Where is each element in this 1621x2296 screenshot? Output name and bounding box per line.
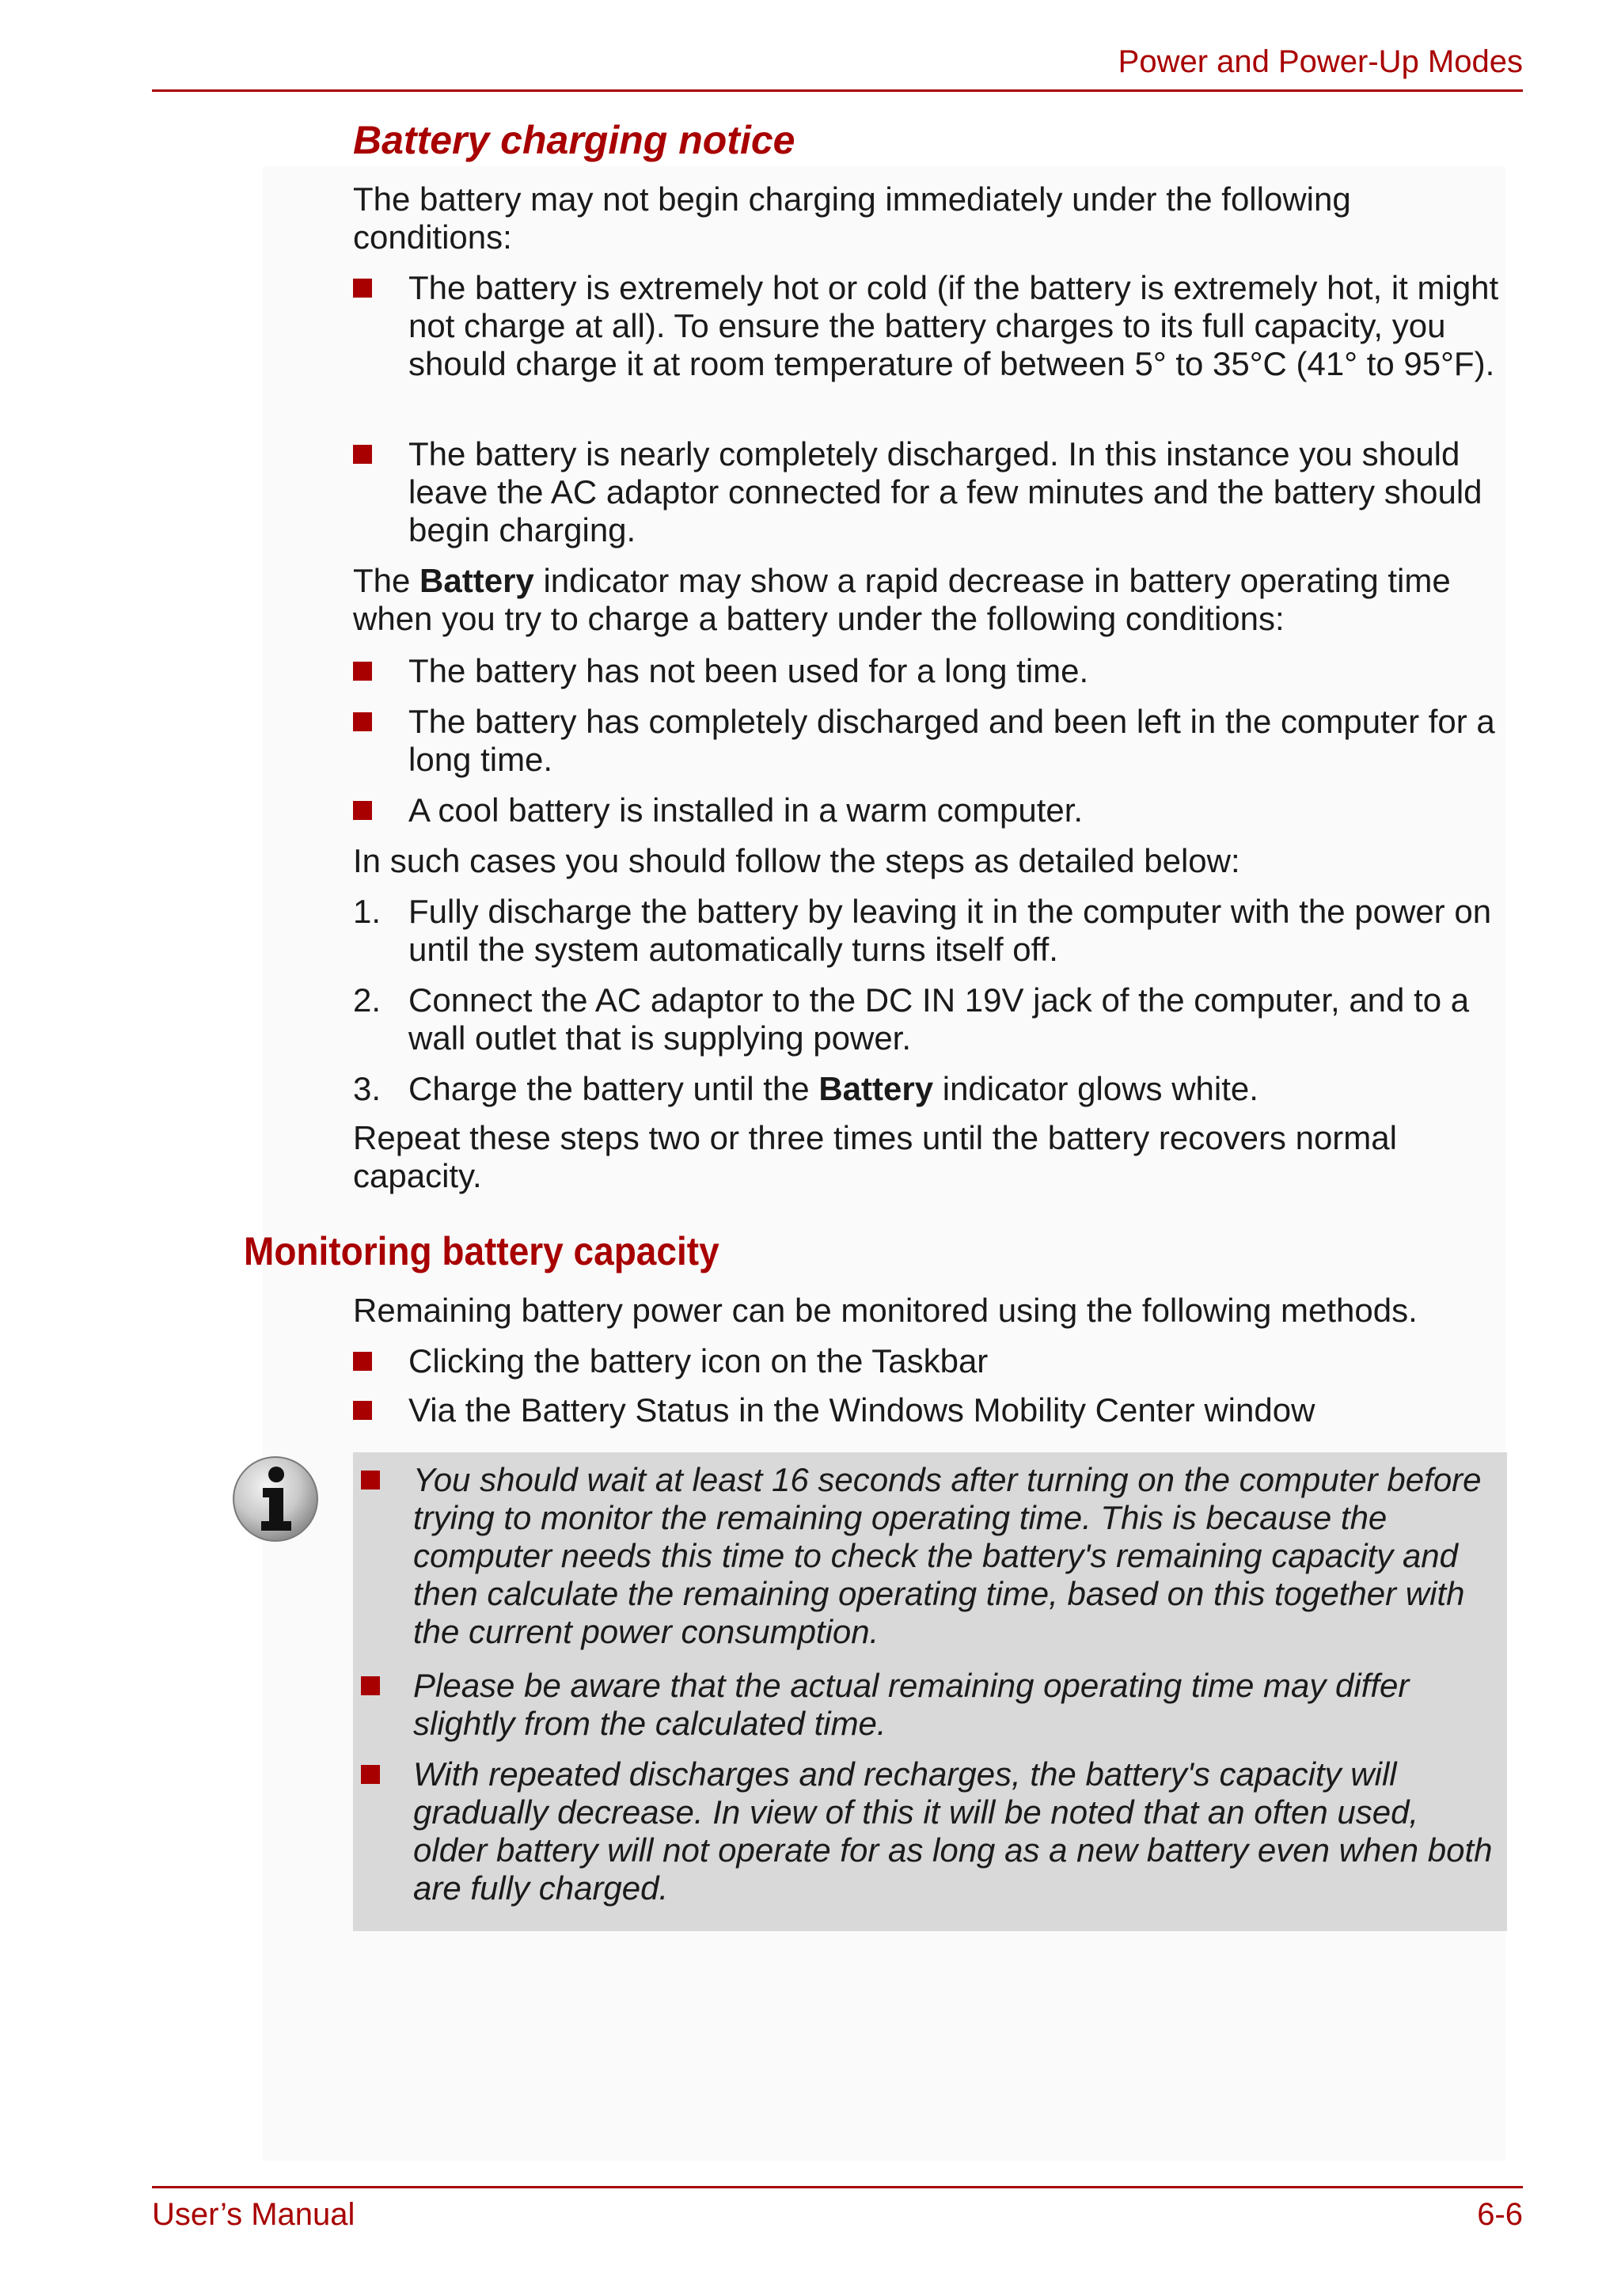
info-icon <box>231 1455 320 1543</box>
bullet-square-icon <box>353 801 372 820</box>
list-item <box>353 791 1509 829</box>
list-item <box>353 269 1509 383</box>
list-item-text: The battery has not been used for a long time. <box>408 652 1089 689</box>
list-item <box>353 435 1509 549</box>
battery-indicator-paragraph <box>353 562 1509 638</box>
note-item <box>361 1755 1501 1907</box>
repeat-paragraph: Repeat these steps two or three times until the battery recovers normal capacity. <box>353 1119 1397 1194</box>
note-text: With repeated discharges and recharges, the battery's capacity will gradually decrease. In view of this it will be noted that an often used, older battery will not operate for as long as a new battery even when both are fully charged. <box>413 1755 1493 1907</box>
step-text-part: Charge the battery until the <box>408 1070 819 1107</box>
step-text-part: indicator glows white. <box>933 1070 1258 1107</box>
list-item <box>353 1391 1509 1429</box>
list-item <box>353 703 1509 779</box>
bullet-square-icon <box>353 1401 372 1420</box>
list-item-text: The battery is nearly completely discharged. In this instance you should leave the AC adaptor connected for a few minutes and the battery should begin charging. <box>408 435 1482 548</box>
subsection-heading-charging-notice: Battery charging notice <box>353 118 795 162</box>
footer-manual-title: User’s Manual <box>152 2197 355 2232</box>
list-item-text: Via the Battery Status in the Windows Mobility Center window <box>408 1391 1315 1429</box>
numbered-step <box>353 893 1509 969</box>
bullet-square-icon <box>353 662 372 681</box>
list-item-text: Clicking the battery icon on the Taskbar <box>408 1342 989 1379</box>
bullet-square-icon <box>361 1676 380 1695</box>
note-text: Please be aware that the actual remaining operating time may differ slightly from the calculated time. <box>413 1667 1410 1742</box>
step-number: 1. <box>353 893 382 930</box>
bullet-square-icon <box>361 1471 380 1490</box>
list-item-text: The battery has completely discharged and been left in the computer for a long time. <box>408 703 1495 778</box>
footer-rule <box>152 2186 1523 2188</box>
bullet-square-icon <box>353 279 372 298</box>
numbered-step <box>353 981 1509 1057</box>
bullet-square-icon <box>353 1352 372 1371</box>
list-item <box>353 1342 1509 1380</box>
monitoring-intro: Remaining battery power can be monitored using the following methods. <box>353 1292 1418 1329</box>
running-header: Power and Power-Up Modes <box>1118 44 1523 79</box>
step-text: Connect the AC adaptor to the DC IN 19V jack of the computer, and to a wall outlet that is supplying power. <box>408 981 1470 1057</box>
bullet-square-icon <box>361 1765 380 1784</box>
step-text <box>408 1070 1509 1108</box>
numbered-step <box>353 1070 1509 1108</box>
page-number: 6-6 <box>1477 2197 1523 2232</box>
battery-indicator-term: Battery <box>818 1070 934 1107</box>
list-item <box>353 652 1509 690</box>
step-text: Fully discharge the battery by leaving it in the computer with the power on until the system automatically turns itself off. <box>408 893 1492 968</box>
steps-intro: In such cases you should follow the steps as detailed below: <box>353 842 1240 879</box>
list-item-text: The battery is extremely hot or cold (if the battery is extremely hot, it might not charge at all). To ensure the battery charges to its full capacity, you should charge it at room temperature of between 5° to 35°C (41° to 95°F). <box>408 269 1499 382</box>
paragraph-text: The <box>353 562 420 599</box>
note-text: You should wait at least 16 seconds after turning on the computer before trying to monitor the remaining operating time. This is because the computer needs this time to check the battery's remaining capacity and then calculate the remaining operating time, based on this together with the current power consumption. <box>413 1461 1482 1650</box>
list-item-text: A cool battery is installed in a warm computer. <box>408 791 1084 829</box>
bullet-square-icon <box>353 445 372 464</box>
charging-intro: The battery may not begin charging immediately under the following conditions: <box>353 180 1351 256</box>
step-number: 2. <box>353 981 382 1019</box>
bullet-square-icon <box>353 712 372 731</box>
header-rule <box>152 89 1523 92</box>
section-heading-monitoring: Monitoring battery capacity <box>244 1229 719 1273</box>
note-item <box>361 1461 1501 1651</box>
step-number: 3. <box>353 1070 382 1107</box>
note-item <box>361 1667 1501 1743</box>
battery-indicator-term: Battery <box>419 562 534 599</box>
paragraph-text: indicator may show a rapid decrease in battery operating time when you try to charge a battery under the following conditions: <box>353 562 1451 637</box>
